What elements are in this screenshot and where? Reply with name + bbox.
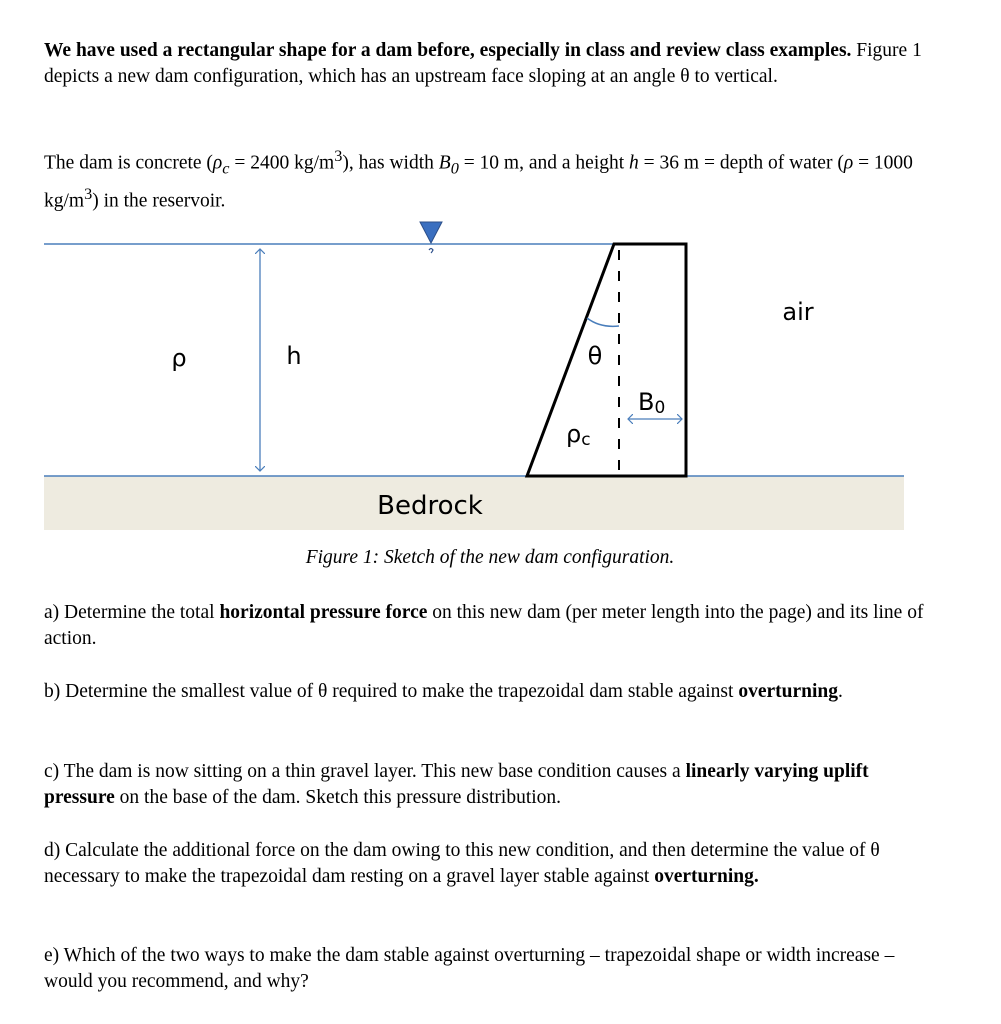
given-text-6: = 1000 kg/m — [44, 152, 913, 212]
given-paragraph — [44, 143, 944, 215]
question-e — [44, 943, 944, 995]
b-symbol: B — [438, 152, 451, 174]
given-text-1: The dam is concrete ( — [44, 152, 213, 174]
b0-subscript: 0 — [654, 398, 666, 418]
question-b-text-2: . — [837, 681, 843, 702]
given-text-2: = 2400 kg/m — [229, 152, 335, 174]
rho-c-symbol: ρ — [212, 152, 223, 174]
given-text-5: = 36 m = depth of water ( — [638, 152, 844, 174]
height-label: h — [286, 342, 302, 370]
water-density-label: ρ — [171, 344, 187, 372]
air-label: air — [782, 298, 814, 326]
question-a-text-2: on this new dam (per meter length into the page) and its line of action. — [44, 602, 924, 649]
given-text-4: = 10 m, and a height — [458, 152, 630, 174]
theta-angle-arc — [587, 318, 619, 326]
question-b-text-1: b) Determine the smallest value of θ required to make the trapezoidal dam stable against — [44, 681, 739, 702]
figure-caption: Figure 1: Sketch of the new dam configuration. — [305, 547, 675, 568]
b-subscript: 0 — [450, 159, 459, 178]
intro-paragraph — [44, 38, 944, 90]
b0-label — [638, 388, 665, 418]
bedrock-label: Bedrock — [377, 491, 483, 521]
intro-bold-lead: We have used a rectangular shape for a dam before, especially in class and review class examples. — [44, 40, 852, 61]
rho-c-subscript: c — [222, 159, 230, 178]
concrete-density-symbol: ρ — [566, 420, 582, 448]
question-b-bold: overturning — [738, 681, 838, 702]
theta-label: θ — [587, 342, 603, 370]
cubed-superscript-2: 3 — [84, 185, 93, 204]
concrete-density-subscript: c — [581, 430, 591, 450]
question-c-text-2: on the base of the dam. Sketch this pressure distribution. — [114, 787, 562, 808]
given-text-7: ) in the reservoir. — [92, 190, 226, 212]
question-d — [44, 838, 949, 890]
dam-outline — [527, 244, 686, 476]
question-c-bold: linearly varying uplift pressure — [44, 761, 869, 808]
question-d-text-1: d) Calculate the additional force on the dam owing to this new condition, and then determine the value of θ necessary to make the trapezoidal dam resting on a gravel layer stable against — [44, 840, 880, 887]
question-a-bold: horizontal pressure force — [219, 602, 428, 623]
question-a — [44, 600, 944, 652]
question-c-text-1: c) The dam is now sitting on a thin gravel layer. This new base condition causes a — [44, 761, 686, 782]
water-surface-marker-icon — [420, 222, 442, 253]
concrete-density-label — [566, 420, 591, 450]
question-b — [44, 679, 944, 705]
question-e-text: e) Which of the two ways to make the dam stable against overturning – trapezoidal shape or width increase – would you recommend, and why? — [44, 945, 895, 992]
h-symbol: h — [629, 152, 639, 174]
b0-symbol: B — [638, 388, 655, 416]
question-d-bold: overturning. — [654, 866, 759, 887]
cubed-superscript-1: 3 — [334, 147, 343, 165]
question-c — [44, 759, 944, 811]
intro-rest: Figure 1 depicts a new dam configuration, which has an upstream face sloping at an angle θ to vertical. — [44, 40, 922, 87]
rho-symbol: ρ — [843, 152, 854, 174]
question-a-text-1: a) Determine the total — [44, 602, 220, 623]
given-text-3: ), has width — [342, 152, 439, 174]
dam-sketch — [0, 210, 1001, 530]
